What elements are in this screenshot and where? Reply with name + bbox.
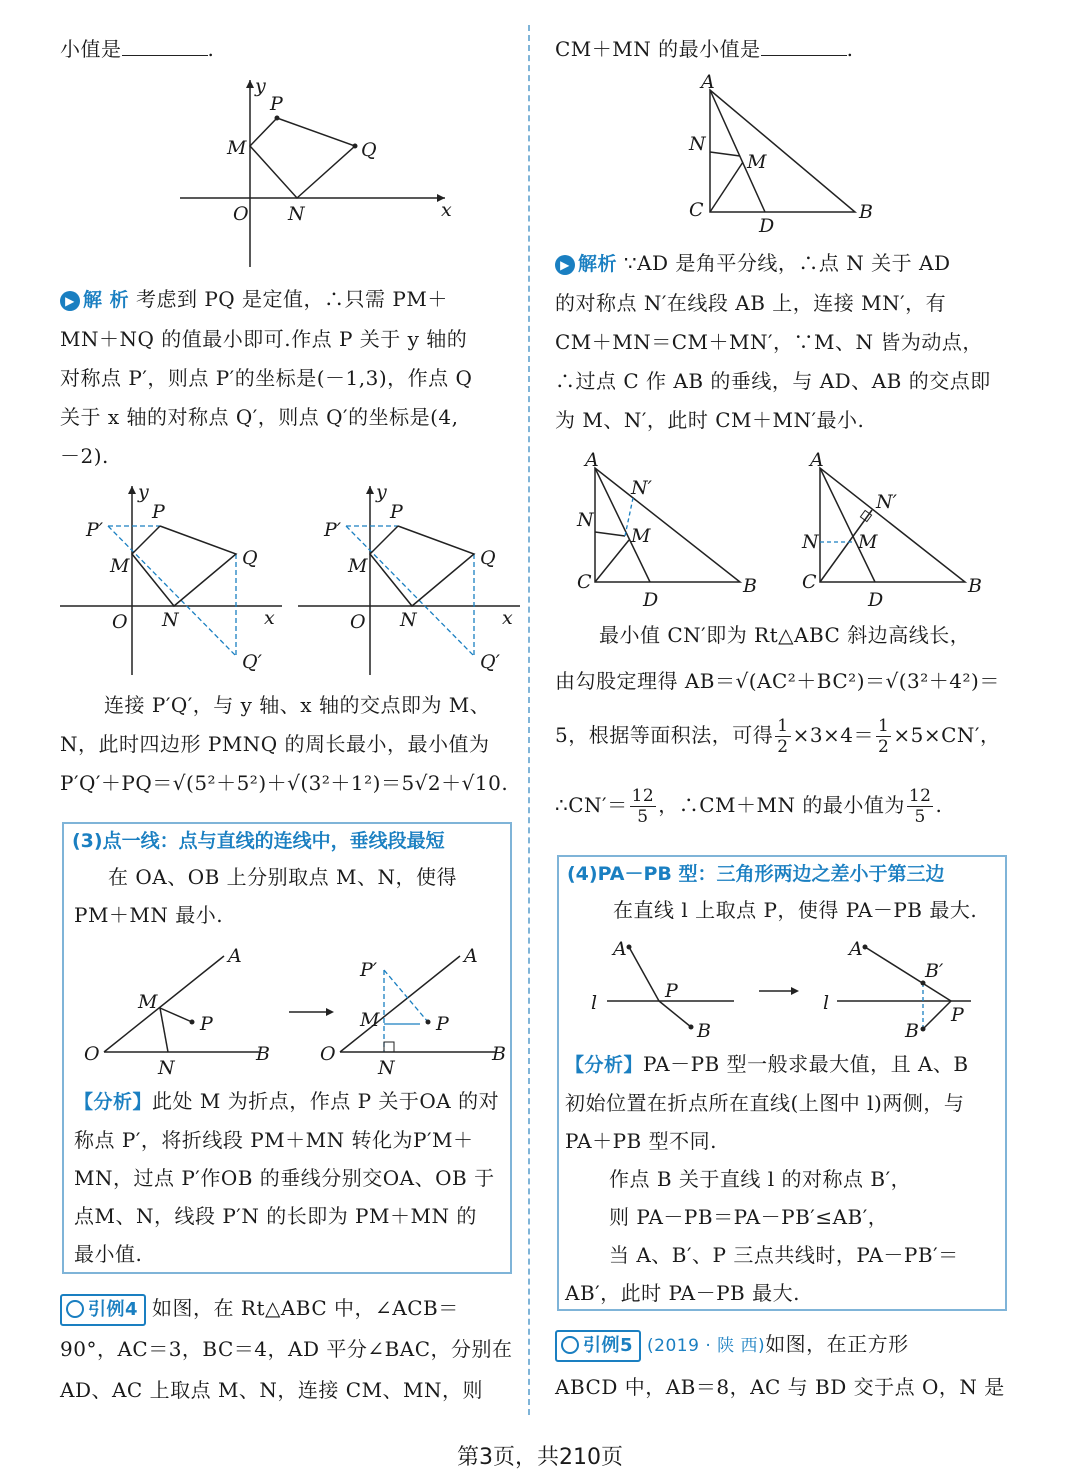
svg-text:P′: P′	[324, 519, 342, 541]
answer-blank	[122, 37, 208, 56]
svg-text:x: x	[264, 607, 275, 629]
fraction-answer: $\frac{12}{5}$	[908, 786, 932, 827]
box-title: (3)点一线：点与直线的连线中，垂线段最短	[72, 830, 445, 852]
svg-text:Q′: Q′	[242, 651, 262, 673]
analysis-line: 关于 x 轴的对称点 Q′，则点 Q′的坐标是(4,	[60, 405, 459, 429]
svg-text:P′: P′	[86, 519, 104, 541]
fraction-answer: $\frac{12}{5}$	[631, 786, 655, 827]
svg-text:O: O	[112, 611, 128, 633]
analysis-tag: ▶ 解析	[555, 245, 617, 284]
svg-text:M: M	[631, 525, 651, 547]
box-analysis: 【分析】此处 M 为折点，作点 P 关于OA 的对 称点 P′，将折线段 PM＋MN 转化为P′M＋ MN，过点 P′作OB 的垂线分别交OA、OB 于 点M、N，线段 P′N 的长即为 PM＋MN 的 最小值.	[74, 1089, 500, 1266]
svg-text:x: x	[441, 199, 452, 221]
left-analysis	[60, 280, 520, 476]
svg-text:M: M	[227, 137, 247, 159]
min-line: 最小值 CN′即为 Rt△ABC 斜边高线长，	[599, 623, 971, 647]
svg-text:B′: B′	[925, 960, 944, 982]
svg-text:A: A	[228, 945, 242, 967]
analysis-label: 【分析】	[565, 1054, 644, 1076]
figure-pa-pb	[579, 933, 999, 1043]
svg-text:A: A	[810, 449, 824, 471]
figure-triangle-pair	[555, 446, 1010, 616]
analysis-line: －2).	[60, 444, 109, 468]
svg-text:N: N	[288, 203, 305, 225]
svg-text:Q′: Q′	[480, 651, 500, 673]
svg-text:O: O	[320, 1043, 336, 1065]
svg-text:A: A	[613, 938, 627, 960]
svg-text:B: B	[697, 1020, 711, 1042]
svg-text:N′: N′	[876, 491, 897, 513]
svg-text:P: P	[436, 1013, 449, 1035]
svg-text:O: O	[350, 611, 366, 633]
column-divider	[528, 25, 530, 1415]
svg-text:P: P	[665, 980, 678, 1002]
top-line-text: CM＋MN 的最小值是	[555, 37, 761, 61]
example-source: (2019 · 陕 西)	[647, 1336, 766, 1356]
conclusion-line: N，此时四边形 PMNQ 的周长最小，最小值为	[60, 732, 490, 756]
svg-text:N: N	[802, 531, 819, 553]
svg-text:P: P	[951, 1004, 964, 1026]
svg-text:l: l	[823, 992, 830, 1014]
svg-text:A: A	[701, 71, 715, 93]
magnifier-icon	[561, 1336, 579, 1354]
svg-text:Q: Q	[361, 139, 377, 161]
example-4: 引例4 如图，在 Rt△ABC 中，∠ACB＝ 90°，AC＝3，BC＝4，AD 平分∠BAC，分别在 AD、AC 上取点 M、N，连接 CM、MN，则	[60, 1296, 513, 1402]
svg-text:P: P	[270, 93, 283, 115]
final-line: ∴CN′＝ $\frac{12}{5}$ ，∴CM＋MN 的最小值为 $\frac{12}{5}$ .	[555, 786, 943, 827]
svg-text:A: A	[585, 449, 599, 471]
svg-text:O: O	[84, 1043, 100, 1065]
svg-text:B: B	[743, 575, 757, 597]
analysis-tag: ▶ 解 析	[60, 281, 129, 320]
svg-text:A: A	[849, 938, 863, 960]
magnifier-icon	[66, 1300, 84, 1318]
svg-text:y: y	[138, 481, 149, 503]
figure-reflection-pair	[60, 480, 520, 680]
answer-blank	[761, 37, 847, 56]
svg-text:C: C	[577, 571, 592, 593]
box-text: 在直线 l 上取点 P，使得 PA－PB 最大.	[613, 898, 978, 922]
svg-text:N: N	[162, 609, 179, 631]
example-5: 引例5 (2019 · 陕 西)如图，在正方形 ABCD 中，AB＝8，AC 与 BD 交于点 O，N 是	[555, 1332, 1005, 1399]
svg-text:P: P	[152, 501, 165, 523]
analysis-line: MN＋NQ 的值最小即可.作点 P 关于 y 轴的	[60, 327, 468, 351]
method-box-3	[62, 822, 512, 1274]
page-footer: 第3页，共210页	[457, 1445, 623, 1470]
svg-text:x: x	[502, 607, 513, 629]
svg-text:l: l	[591, 992, 598, 1014]
svg-text:O: O	[233, 203, 249, 225]
svg-text:Q: Q	[242, 547, 258, 569]
svg-text:N: N	[158, 1057, 175, 1079]
method-box-4	[557, 855, 1007, 1311]
figure-pmnq	[175, 72, 465, 272]
svg-text:D: D	[759, 215, 775, 237]
svg-text:M: M	[360, 1009, 380, 1031]
left-conclusion	[60, 686, 520, 803]
svg-text:N: N	[577, 509, 594, 531]
svg-text:y: y	[255, 75, 266, 97]
analysis-line: 考虑到 PQ 是定值，∴只需 PM＋	[135, 287, 448, 311]
right-top-line: CM＋MN 的最小值是 .	[555, 37, 854, 61]
conclusion-line: P′Q′＋PQ＝√(5²＋5²)＋√(3²＋1²)＝5√2＋√10.	[60, 771, 509, 795]
svg-text:B: B	[968, 575, 982, 597]
svg-text:M: M	[138, 991, 158, 1013]
fraction-half: $\frac{1}{2}$	[878, 716, 890, 757]
svg-text:Q: Q	[480, 547, 496, 569]
svg-text:A: A	[464, 945, 478, 967]
svg-text:P: P	[200, 1013, 213, 1035]
play-icon: ▶	[60, 291, 80, 311]
box-title: (4)PA－PB 型：三角形两边之差小于第三边	[567, 863, 945, 885]
svg-text:N: N	[400, 609, 417, 631]
svg-text:M: M	[747, 151, 767, 173]
play-icon: ▶	[555, 255, 575, 275]
svg-text:N: N	[378, 1057, 395, 1079]
svg-text:N: N	[689, 133, 706, 155]
svg-text:C: C	[802, 571, 817, 593]
analysis-label: 【分析】	[74, 1091, 153, 1113]
right-analysis: ▶ 解析 ∵AD 是角平分线，∴点 N 关于 AD 的对称点 N′在线段 AB 上，连接 MN′，有 CM＋MN＝CM＋MN′，∵M、N 皆为动点， ∴过点 C 作 AB 的垂线，与 AD、AB 的交点即 为 M、N′，此时 CM＋MN′最小.	[555, 244, 1010, 440]
svg-text:D: D	[643, 589, 659, 611]
figure-point-line	[84, 942, 504, 1082]
conclusion-line: 连接 P′Q′，与 y 轴、x 轴的交点即为 M、	[104, 693, 491, 717]
analysis-line: 对称点 P′，则点 P′的坐标是(－1,3)，作点 Q	[60, 366, 473, 390]
figure-triangle-abc	[685, 72, 915, 242]
svg-text:B: B	[905, 1020, 919, 1042]
svg-text:P: P	[390, 501, 403, 523]
example-badge: 引例5	[555, 1330, 641, 1362]
box-analysis: 【分析】PA－PB 型一般求最大值，且 A、B 初始位置在折点所在直线(上图中 l)两侧，与 PA＋PB 型不同. 作点 B 关于直线 l 的对称点 B′， 则 PA－PB＝PA－PB′≤AB′， 当 A、B′、P 三点共线时，PA－PB′＝ AB′，此时 PA－PB 最大.	[565, 1052, 969, 1305]
area-line: 5，根据等面积法，可得 $\frac{1}{2}$ ×3×4＝ $\frac{1}{2}$ ×5×CN′，	[555, 716, 1001, 757]
svg-text:N′: N′	[631, 477, 652, 499]
svg-text:B: B	[859, 201, 873, 223]
left-top-line: 小值是 .	[60, 37, 215, 61]
svg-text:B: B	[256, 1043, 270, 1065]
top-line-text: 小值是	[60, 37, 122, 61]
pythagoras-line: 由勾股定理得 AB＝√(AC²＋BC²)＝√(3²＋4²)＝	[555, 669, 1000, 693]
svg-text:P′: P′	[360, 959, 378, 981]
svg-text:D: D	[868, 589, 884, 611]
svg-text:M: M	[110, 555, 130, 577]
svg-text:C: C	[689, 199, 704, 221]
box-text: 在 OA、OB 上分别取点 M、N，使得 PM＋MN 最小.	[74, 865, 457, 927]
svg-text:M: M	[348, 555, 368, 577]
svg-text:y: y	[376, 481, 387, 503]
fraction-half: $\frac{1}{2}$	[777, 716, 789, 757]
svg-text:M: M	[858, 531, 878, 553]
example-badge: 引例4	[60, 1294, 146, 1326]
svg-text:B: B	[492, 1043, 506, 1065]
